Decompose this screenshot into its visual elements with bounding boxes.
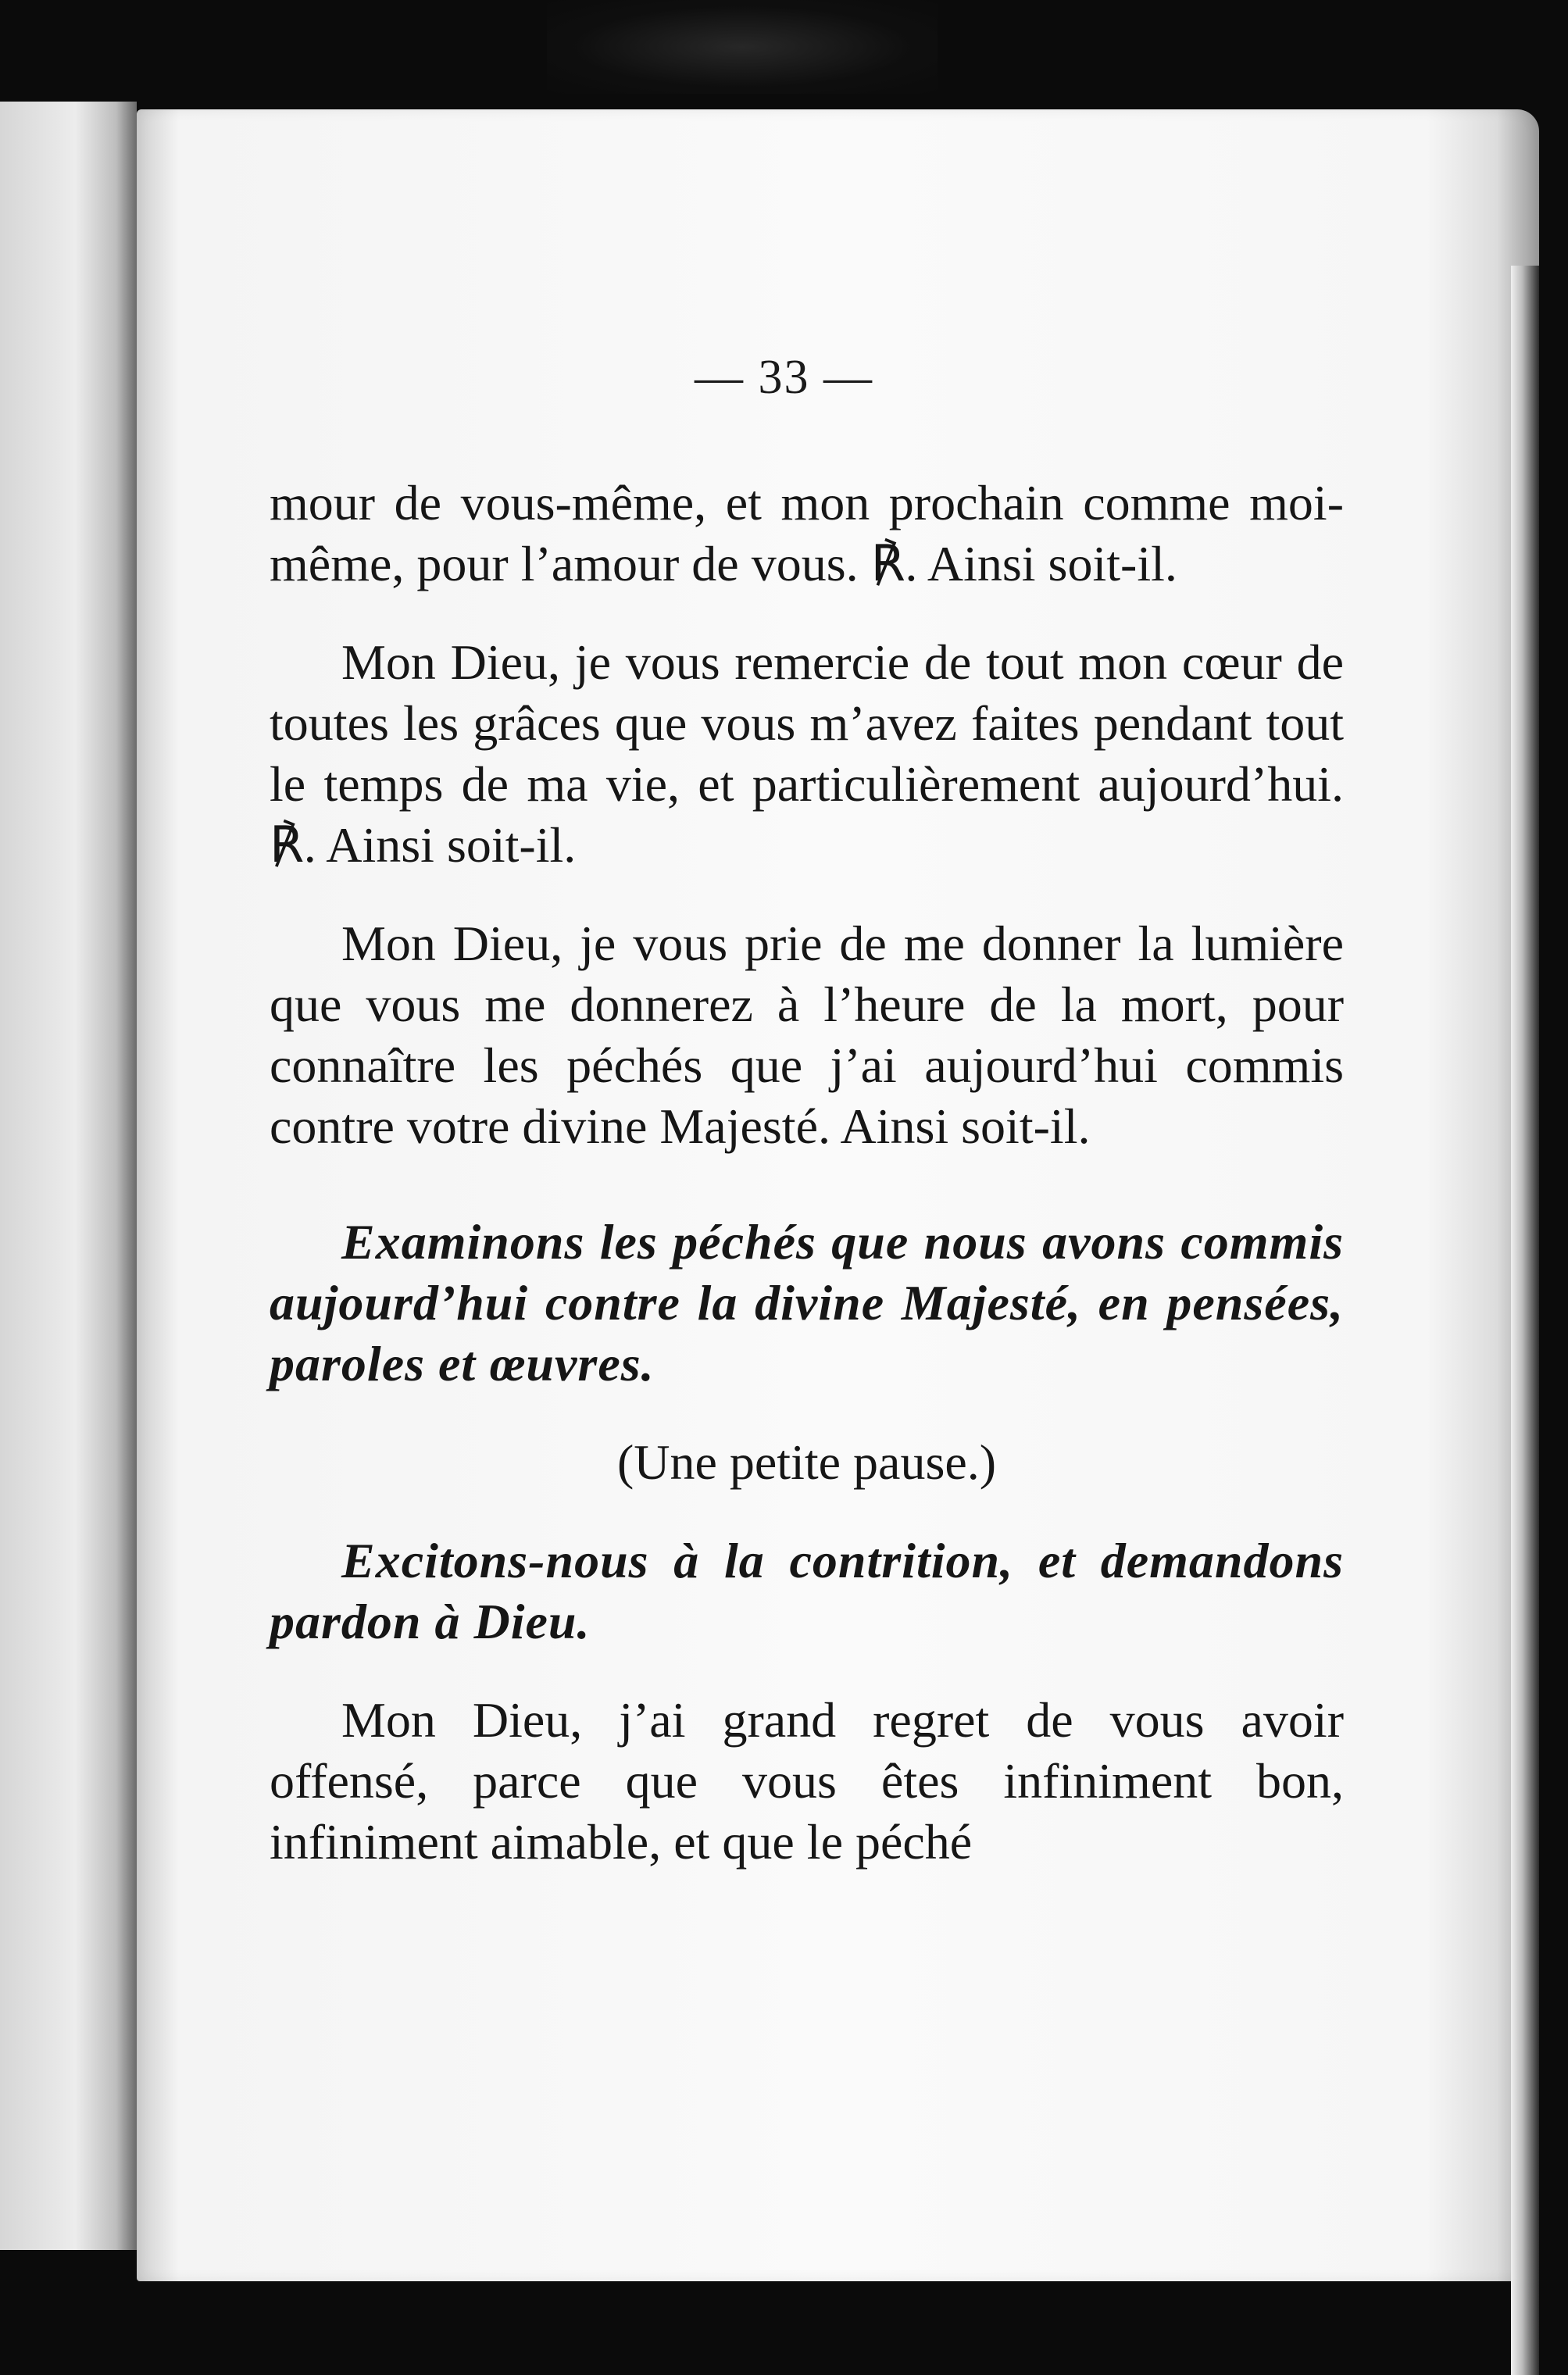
examination-instruction: Examinons les péchés que nous avons commis aujourd’hui contre la divine Majesté, en pensées, paroles et œuvres. — [270, 1214, 1344, 1391]
paragraph-thanksgiving: Mon Dieu, je vous remercie de tout mon cœur de toutes les grâces que vous m’avez faites pendant tout le temps de ma vie, et particulièrement aujourd’hui. ℟. Ainsi soit-il. — [270, 634, 1344, 873]
contrition-instruction: Excitons-nous à la contrition, et demandons pardon à Dieu. — [270, 1533, 1344, 1649]
facing-page-edge — [0, 102, 137, 2250]
pause-note: (Une petite pause.) — [616, 1434, 997, 1490]
paragraph-contrition: Mon Dieu, j’ai grand regret de vous avoir offensé, parce que vous êtes infiniment bon, infiniment aimable, et que le péché — [270, 1692, 1344, 1870]
page-edge-shadow — [1511, 266, 1539, 2375]
paragraph-continuation: mour de vous-même, et mon prochain comme moi-même, pour l’amour de vous. ℟. Ainsi soit-il. — [270, 475, 1344, 591]
page-number: — 33 — — [695, 351, 873, 404]
paragraph-light-prayer: Mon Dieu, je vous prie de me donner la lumière que vous me donnerez à l’heure de la mort, pour connaître les péchés que j’ai aujourd’hui commis contre votre divine Majesté. Ainsi soit-il. — [270, 916, 1344, 1154]
scan-background — [547, 0, 938, 94]
page-body — [270, 473, 1344, 1910]
